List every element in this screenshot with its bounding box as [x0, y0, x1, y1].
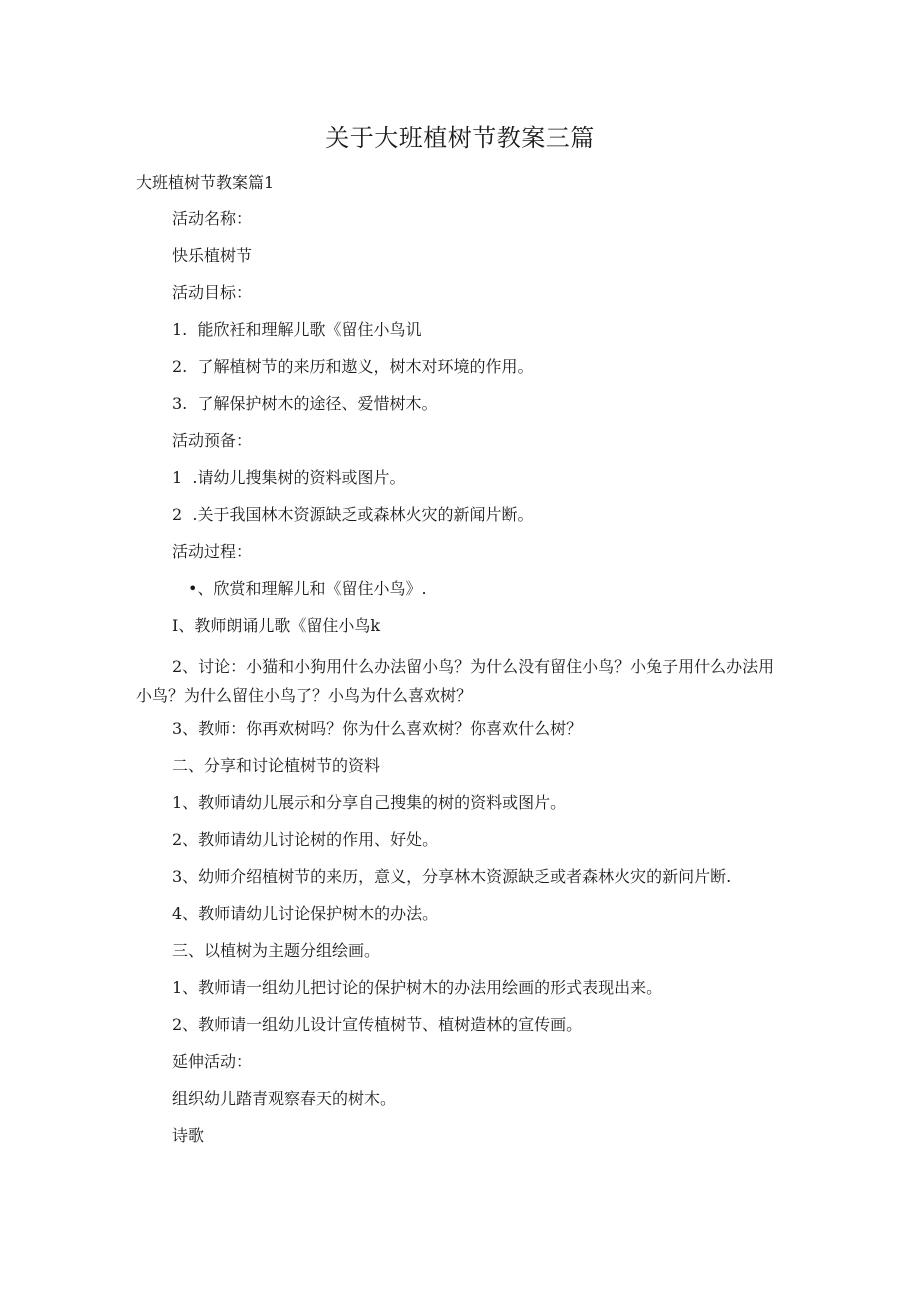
paragraph-extension-1: 组织幼儿踏青观察春天的树木。 — [172, 1089, 397, 1108]
paragraph-goals-label: 活动目标： — [172, 283, 253, 302]
paragraph-process-2-4: 4、教师请幼儿讨论保护树木的办法。 — [172, 904, 439, 923]
paragraph-extension-label: 延伸活动： — [172, 1052, 253, 1071]
paragraph-process-2: 二、分享和讨论植树节的资料 — [172, 756, 381, 775]
paragraph-process-1: •、欣赏和理解儿和《留住小鸟》. — [188, 579, 427, 598]
document-title: 关于大班植树节教案三篇 — [325, 124, 595, 152]
paragraph-process-label: 活动过程： — [172, 542, 253, 561]
paragraph-process-1-1: I、教师朗诵儿歌《留住小鸟k — [172, 616, 381, 635]
paragraph-prep-2: 2 .关于我国林木资源缺乏或森林火灾的新闻片断。 — [172, 505, 534, 524]
paragraph-poem-label: 诗歌 — [172, 1126, 205, 1145]
paragraph-goal-2: 2. 了解植树节的来历和遨义，树木对环境的作用。 — [172, 357, 534, 376]
paragraph-process-3: 三、以植树为主题分组绘画。 — [172, 941, 381, 960]
section-heading: 大班植树节教案篇1 — [136, 173, 275, 192]
paragraph-goal-1: 1. 能欣衽和理解儿歌《留住小鸟讥 — [172, 320, 422, 339]
paragraph-process-1-3: 3、教师：你再欢树吗？你为什么喜欢树？你喜欢什么树？ — [172, 719, 583, 738]
paragraph-process-2-2: 2、教师请幼儿讨论树的作用、好处。 — [172, 830, 439, 849]
paragraph-process-3-2: 2、教师请一组幼儿设计宣传植树节、植树造林的宣传画。 — [172, 1015, 583, 1034]
paragraph-activity-name: 快乐植树节 — [172, 246, 253, 265]
paragraph-process-1-2: 2、讨论：小猫和小狗用什么办法留小鸟？为什么没有留住小鸟？小兔子用什么办法用小鸟？为什么留住小鸟了？小鸟为什么喜欢树？ — [136, 657, 775, 705]
document-body — [136, 208, 786, 1162]
paragraph-process-2-3: 3、幼师介绍植树节的来历，意义，分享林木资源缺乏或者森林火灾的新问片断. — [172, 867, 732, 886]
paragraph-activity-name-label: 活动名称： — [172, 209, 253, 228]
paragraph-prep-1: 1 .请幼儿搜集树的资料或图片。 — [172, 468, 406, 487]
paragraph-process-3-1: 1、教师请一组幼儿把讨论的保护树木的办法用绘画的形式表现出来。 — [172, 978, 663, 997]
paragraph-prep-label: 活动预备： — [172, 431, 253, 450]
paragraph-goal-3: 3. 了解保护树木的途径、爱惜树木。 — [172, 394, 438, 413]
paragraph-process-2-1: 1、教师请幼儿展示和分享自己搜集的树的资料或图片。 — [172, 793, 567, 812]
